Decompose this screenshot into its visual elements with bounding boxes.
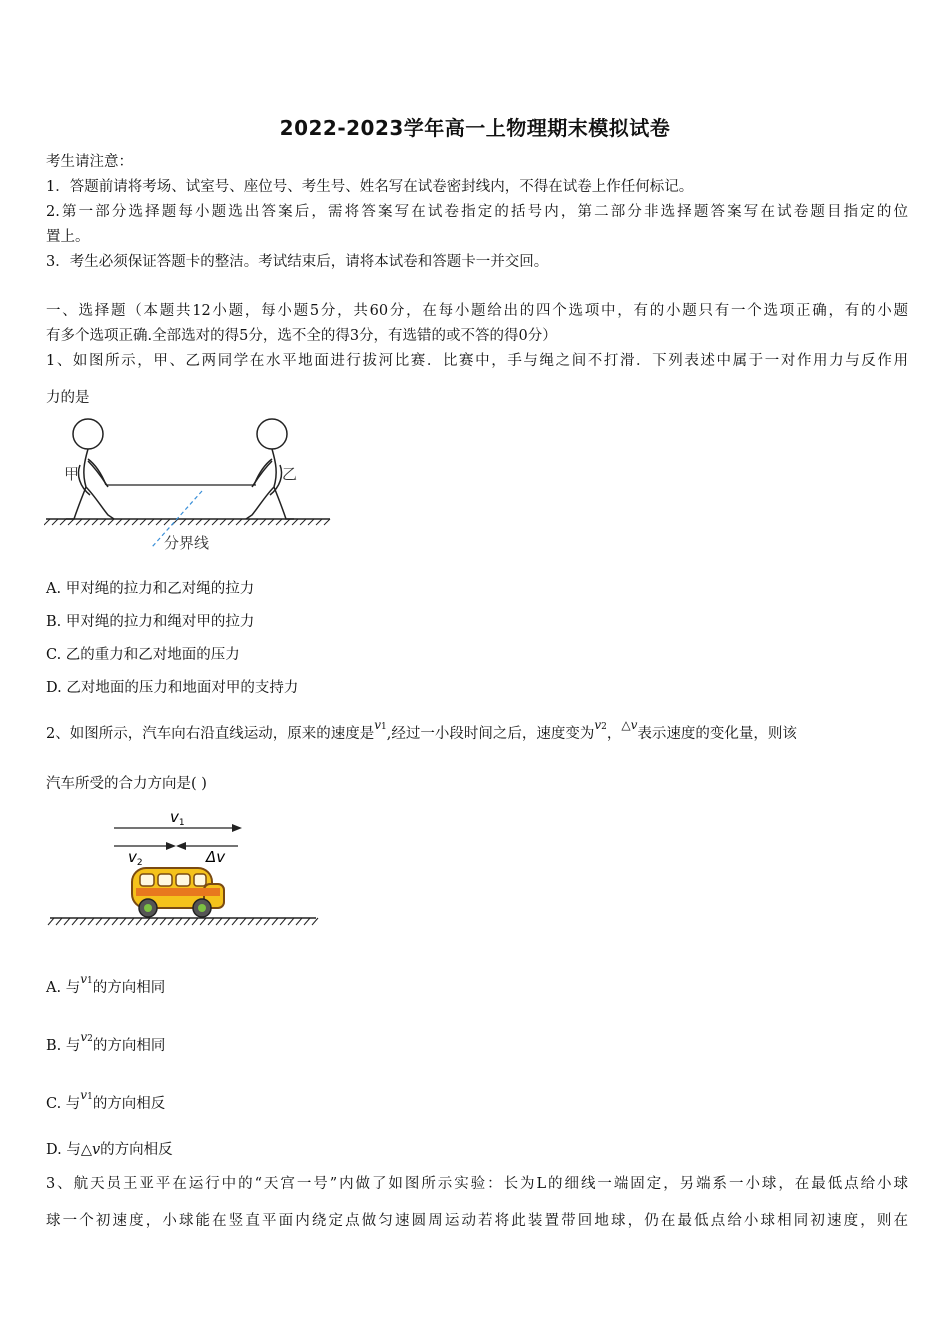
- q2-stem-part-1: 2、如图所示，汽车向右沿直线运动，原来的速度是: [46, 726, 375, 742]
- q1-option-c: C. 乙的重力和乙对地面的压力: [46, 647, 240, 663]
- tug-of-war-figure: [44, 415, 336, 555]
- q2-option-b-symbol: v2: [80, 1030, 93, 1044]
- q3-stem-line-2: 球一个初速度，小球能在竖直平面内绕定点做匀速圆周运动若将此装置带回地球，仍在最低点给小球相同初速度，则在: [46, 1213, 908, 1229]
- q2-option-a: A. 与$^{v1}$的方向相同: [46, 972, 166, 996]
- q1-stem-line-2: 力的是: [46, 390, 90, 406]
- notice-item-1: 1．答题前请将考场、试室号、座位号、考生号、姓名写在试卷密封线内，不得在试卷上作任何标记。: [46, 179, 694, 195]
- notice-item-2: 2.第一部分选择题每小题选出答案后，需将答案写在试卷指定的括号内，第二部分非选择题答案写在试卷题目指定的位: [46, 204, 908, 220]
- ground-hatching-2: [48, 918, 318, 925]
- page-title: 2022-2023学年高一上物理期末模拟试卷: [279, 116, 671, 140]
- fig-dv-label: Δv: [206, 848, 226, 866]
- q1-option-a: A. 甲对绳的拉力和乙对绳的拉力: [46, 581, 255, 597]
- notice-item-2-cont: 置上。: [46, 229, 90, 245]
- q2-dv-symbol: △v: [621, 718, 638, 732]
- q1-option-d: D. 乙对地面的压力和地面对甲的支持力: [46, 680, 299, 696]
- fig-v1-label: $v_1$: [170, 808, 185, 828]
- fig-v2-label: $v_2$: [128, 848, 143, 868]
- section-heading-line-1: 一、选择题（本题共12小题，每小题5分，共60分，在每小题给出的四个选项中，有的小题只有一个选项正确，有的小题: [46, 303, 908, 319]
- q2-option-c: C. 与$^{v1}$的方向相反: [46, 1088, 166, 1112]
- q1-option-b: B. 甲对绳的拉力和绳对甲的拉力: [46, 614, 255, 630]
- q2-option-a-symbol: v1: [80, 972, 93, 986]
- q2-v2-symbol: v2: [594, 718, 607, 732]
- q2-stem-line-1: [46, 718, 908, 748]
- q2-stem-part-2: ,经过一小段时间之后，速度变为: [386, 726, 595, 742]
- q2-option-b: B. 与$^{v2}$的方向相同: [46, 1030, 166, 1054]
- q2-option-d-symbol: △v: [80, 1142, 101, 1158]
- q1-stem-line-1: 1、如图所示，甲、乙两同学在水平地面进行拔河比赛．比赛中，手与绳之间不打滑．下列表述中属于一对作用力与反作用: [46, 353, 908, 369]
- notice-heading: 考生请注意：: [46, 154, 133, 170]
- q2-v1-symbol: v1: [374, 718, 387, 732]
- notice-item-3: 3．考生必须保证答题卡的整洁。考试结束后，请将本试卷和答题卡一并交回。: [46, 254, 549, 270]
- car-illustration: [132, 868, 224, 917]
- label-divider: 分界线: [164, 534, 210, 552]
- q2-stem-part-3: ，: [606, 726, 622, 742]
- q3-stem-line-1: 3、航天员王亚平在运行中的“天宫一号”内做了如图所示实验：长为L的细线一端固定，另端系一小球，在最低点给小球: [46, 1176, 908, 1192]
- car-velocity-figure: [44, 804, 322, 934]
- label-yi: 乙: [282, 465, 298, 483]
- q2-stem-line-2: 汽车所受的合力方向是( ): [46, 776, 207, 792]
- q2-stem-part-4: 表示速度的变化量，则该: [637, 726, 797, 742]
- label-jia: 甲: [64, 465, 80, 483]
- section-heading-line-2: 有多个选项正确.全部选对的得5分，选不全的得3分，有选错的或不答的得0分）: [46, 328, 557, 344]
- ground-hatching: [44, 519, 330, 525]
- q2-option-d: D. 与△v的方向相反: [46, 1142, 173, 1158]
- q2-option-c-symbol: v1: [80, 1088, 93, 1102]
